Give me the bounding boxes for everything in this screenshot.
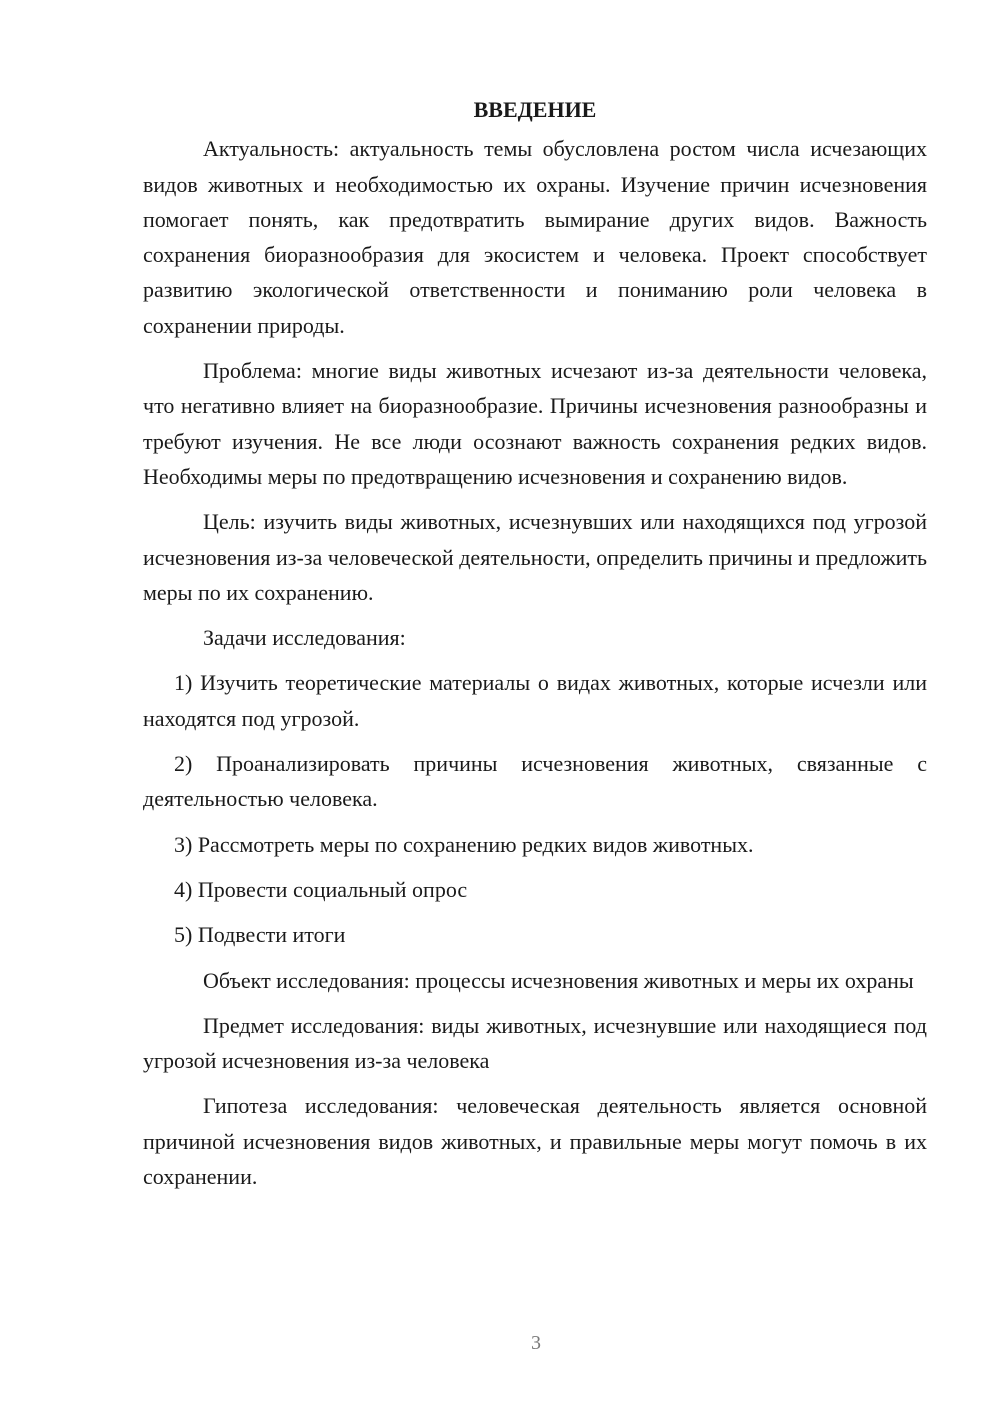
- hypothesis-paragraph: Гипотеза исследования: человеческая деятельность является основной причиной исчезновения видов животных, и правильные меры могут помочь в их сохранении.: [143, 1093, 927, 1190]
- relevance-paragraph: Актуальность: актуальность темы обусловлена ростом числа исчезающих видов животных и необходимостью их охраны. Изучение причин исчезновения помогает понять, как предотвратить вымирание других видов. Важность сохранения биоразнообразия для экосистем и человека. Проект способствует развитию экологической ответственности и пониманию роли человека в сохранении природы.: [143, 136, 927, 338]
- page-body: [143, 92, 927, 1204]
- task-item-3: 3) Рассмотреть меры по сохранению редких видов животных.: [174, 831, 754, 857]
- goal-paragraph: Цель: изучить виды животных, исчезнувших или находящихся под угрозой исчезновения из-за человеческой деятельности, определить причины и предложить меры по их сохранению.: [143, 509, 927, 605]
- tasks-heading: Задачи исследования:: [203, 625, 406, 651]
- task-item-4: 4) Провести социальный опрос: [174, 876, 468, 902]
- page-title: ВВЕДЕНИЕ: [473, 97, 597, 122]
- task-item-1: 1) Изучить теоретические материалы о видах животных, которые исчезли или находятся под угрозой.: [143, 670, 927, 731]
- page-number: 3: [531, 1332, 541, 1354]
- object-paragraph: Объект исследования: процессы исчезновения животных и меры их охраны: [203, 967, 914, 993]
- problem-paragraph: Проблема: многие виды животных исчезают из-за деятельности человека, что негативно влияет на биоразнообразие. Причины исчезновения разнообразны и требуют изучения. Не все люди осознают важность сохранения редких видов. Необходимы меры по предотвращению исчезновения и сохранению видов.: [143, 358, 927, 489]
- subject-paragraph: Предмет исследования: виды животных, исчезнувшие или находящиеся под угрозой исчезновения из-за человека: [143, 1012, 927, 1074]
- task-item-2: 2) Проанализировать причины исчезновения животных, связанные с деятельностью человека.: [143, 751, 927, 812]
- task-item-5: 5) Подвести итоги: [174, 922, 346, 948]
